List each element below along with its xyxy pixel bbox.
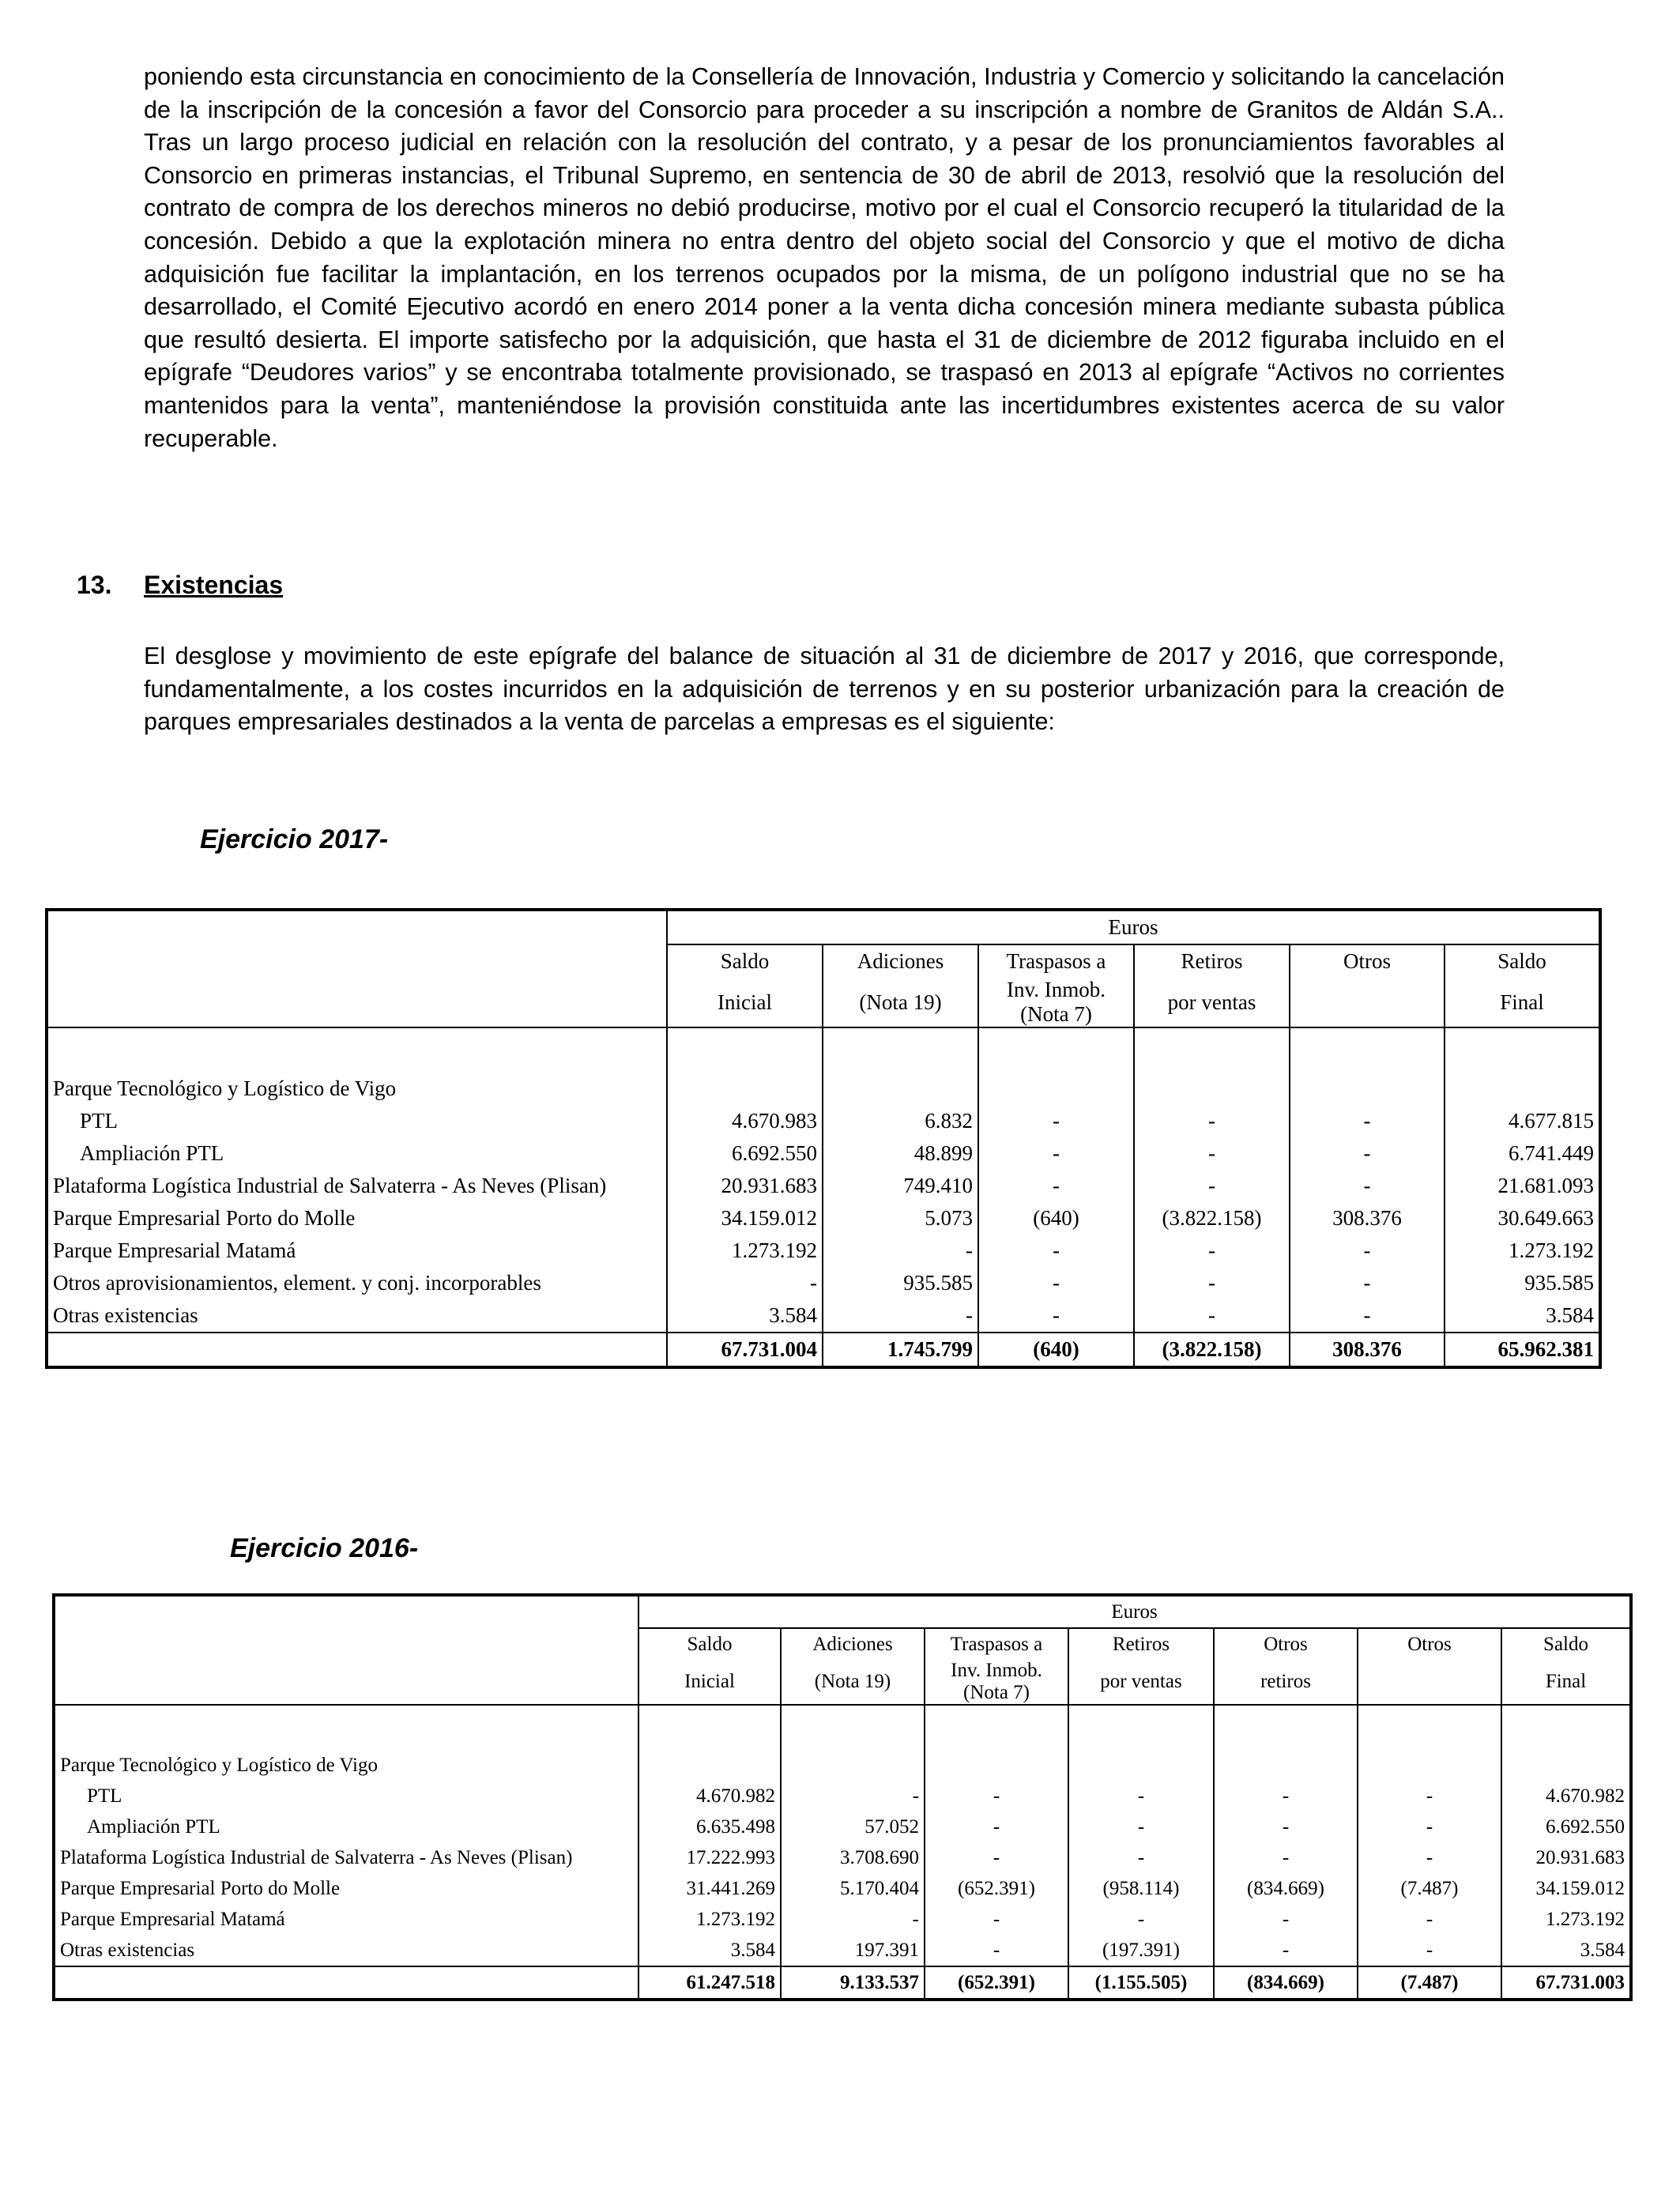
table-cell: 4.670.982 xyxy=(638,1781,781,1811)
table-cell: - xyxy=(1068,1781,1214,1811)
table-row xyxy=(54,1842,1631,1873)
body-paragraph-concession: poniendo esta circunstancia en conocimiento de la Consellería de Innovación, Industria y Comercio y solicitando la cancelación de la inscripción de la concesión a favor del Consorcio para proceder a su inscripción a nombre de Granitos de Aldán S.A.. Tras un largo proceso judicial en relación con la resolución del contrato, y a pesar de los pronunciamientos favorables al Consorcio en primeras instancias, el Tribunal Supremo, en sentencia de 30 de abril de 2013, resolvió que la resolución del contrato de compra de los derechos mineros no debió producirse, motivo por el cual el Consorcio recuperó la titularidad de la concesión. Debido a que la explotación minera no entra dentro del objeto social del Consorcio y que el motivo de dicha adquisición fue facilitar la implantación, en los terrenos ocupados por la misma, de un polígono industrial que no se ha desarrollado, el Comité Ejecutivo acordó en enero 2014 poner a la venta dicha concesión minera mediante subasta pública que resultó desierta. El importe satisfecho por la adquisición, que hasta el 31 de diciembre de 2012 figuraba incluido en el epígrafe “Deudores varios” y se encontraba totalmente provisionado, se traspasó en 2013 al epígrafe “Activos no corrientes mantenidos para la venta”, manteniéndose la provisión constituida ante las incertidumbres existentes acerca de su valor recuperable. xyxy=(144,63,1505,452)
table-cell: - xyxy=(978,1235,1134,1267)
table-row xyxy=(47,1299,1600,1333)
currency-header: Euros xyxy=(667,910,1600,944)
col-subheader: retiros xyxy=(1214,1660,1358,1705)
table-cell: - xyxy=(925,1935,1068,1966)
table-cell: - xyxy=(1068,1811,1214,1842)
table-cell: - xyxy=(823,1299,978,1333)
total-cell: 67.731.004 xyxy=(667,1333,823,1367)
total-cell: 65.962.381 xyxy=(1445,1333,1600,1367)
total-cell: (640) xyxy=(978,1333,1134,1367)
table-cell: 20.931.683 xyxy=(667,1170,823,1202)
col-subheader: Inv. Inmob. (Nota 7) xyxy=(978,978,1134,1027)
col-header: Otros xyxy=(1290,944,1445,978)
table-cell: 6.635.498 xyxy=(638,1811,781,1842)
row-label: Parque Tecnológico y Logístico de Vigo xyxy=(47,1072,667,1105)
table-cell: - xyxy=(1358,1935,1501,1966)
table-cell: (3.822.158) xyxy=(1134,1202,1290,1235)
col-header: Saldo xyxy=(667,944,823,978)
total-cell: 67.731.003 xyxy=(1501,1966,1631,2000)
table-cell: 6.741.449 xyxy=(1445,1137,1600,1170)
table-row xyxy=(47,1170,1600,1202)
col-header: Adiciones xyxy=(781,1628,925,1660)
col-header: Retiros xyxy=(1068,1628,1214,1660)
table-cell: 1.273.192 xyxy=(1445,1235,1600,1267)
table-cell: - xyxy=(1134,1170,1290,1202)
table-cell: - xyxy=(1358,1842,1501,1873)
table-cell: - xyxy=(978,1267,1134,1299)
table-row xyxy=(54,1873,1631,1904)
subtitle-2017: Ejercicio 2017- xyxy=(200,824,389,854)
section-heading xyxy=(77,571,283,600)
table-cell: 5.170.404 xyxy=(781,1873,925,1904)
table-cell: - xyxy=(1214,1904,1358,1935)
table-cell: - xyxy=(978,1137,1134,1170)
col-subheader: Final xyxy=(1445,978,1600,1027)
table-cell: 3.584 xyxy=(1501,1935,1631,1966)
row-label: Plataforma Logística Industrial de Salvaterra - As Neves (Plisan) xyxy=(47,1170,667,1202)
col-header: Saldo xyxy=(638,1628,781,1660)
table-cell: (640) xyxy=(978,1202,1134,1235)
row-label: Plataforma Logística Industrial de Salvaterra - As Neves (Plisan) xyxy=(54,1842,638,1873)
table-cell: 4.670.982 xyxy=(1501,1781,1631,1811)
table-cell: - xyxy=(1290,1235,1445,1267)
table-cell: 34.159.012 xyxy=(1501,1873,1631,1904)
table-cell: - xyxy=(823,1235,978,1267)
table-cell: - xyxy=(1068,1904,1214,1935)
table-cell: (197.391) xyxy=(1068,1935,1214,1966)
col-header: Saldo xyxy=(1445,944,1600,978)
col-subheader xyxy=(1290,978,1445,1027)
table-cell: 3.584 xyxy=(667,1299,823,1333)
col-subheader: por ventas xyxy=(1068,1660,1214,1705)
table-cell: - xyxy=(1290,1137,1445,1170)
row-label: Parque Tecnológico y Logístico de Vigo xyxy=(54,1750,638,1781)
table-cell: 6.692.550 xyxy=(667,1137,823,1170)
table-cell: (834.669) xyxy=(1214,1873,1358,1904)
table-cell: 1.273.192 xyxy=(1501,1904,1631,1935)
total-row xyxy=(54,1966,1631,2000)
total-row xyxy=(47,1333,1600,1367)
total-cell: (834.669) xyxy=(1214,1966,1358,2000)
table-cell: 3.708.690 xyxy=(781,1842,925,1873)
table-cell: - xyxy=(1358,1904,1501,1935)
table-2017 xyxy=(45,908,1602,1369)
table-cell: - xyxy=(1214,1842,1358,1873)
col-header: Saldo xyxy=(1501,1628,1631,1660)
table-cell: (652.391) xyxy=(925,1873,1068,1904)
table-cell: 30.649.663 xyxy=(1445,1202,1600,1235)
table-cell: 4.677.815 xyxy=(1445,1105,1600,1137)
table-cell: 31.441.269 xyxy=(638,1873,781,1904)
row-label: Otras existencias xyxy=(47,1299,667,1333)
table-cell: - xyxy=(925,1781,1068,1811)
table-row xyxy=(54,1811,1631,1842)
table-cell: - xyxy=(1358,1811,1501,1842)
table-cell: (7.487) xyxy=(1358,1873,1501,1904)
total-cell: (652.391) xyxy=(925,1966,1068,2000)
table-cell: - xyxy=(1290,1267,1445,1299)
total-cell: (1.155.505) xyxy=(1068,1966,1214,2000)
table-cell: - xyxy=(1134,1105,1290,1137)
table-cell: - xyxy=(978,1170,1134,1202)
table-cell: - xyxy=(925,1842,1068,1873)
row-label: Ampliación PTL xyxy=(47,1137,667,1170)
total-cell: (7.487) xyxy=(1358,1966,1501,2000)
table-cell: - xyxy=(978,1299,1134,1333)
row-label: Otros aprovisionamientos, element. y conj. incorporables xyxy=(47,1267,667,1299)
body-paragraph-existencias: El desglose y movimiento de este epígrafe del balance de situación al 31 de diciembre de 2017 y 2016, que corresponde, fundamentalmente, a los costes incurridos en la adquisición de terrenos y en su posterior urbanización para la creación de parques empresariales destinados a la venta de parcelas a empresas es el siguiente: xyxy=(144,643,1505,736)
table-cell: - xyxy=(1290,1170,1445,1202)
table-cell: 1.273.192 xyxy=(638,1904,781,1935)
col-header: Adiciones xyxy=(823,944,978,978)
table-row xyxy=(47,1072,1600,1105)
table-cell: 17.222.993 xyxy=(638,1842,781,1873)
table-row xyxy=(47,1267,1600,1299)
col-subheader xyxy=(1358,1660,1501,1705)
table-2016 xyxy=(52,1593,1633,2001)
col-subheader: (Nota 19) xyxy=(781,1660,925,1705)
table-cell: 5.073 xyxy=(823,1202,978,1235)
col-header: Traspasos a xyxy=(978,944,1134,978)
table-cell: - xyxy=(781,1781,925,1811)
table-cell: - xyxy=(1290,1299,1445,1333)
table-row xyxy=(47,1202,1600,1235)
table-cell: - xyxy=(1214,1935,1358,1966)
total-cell: 61.247.518 xyxy=(638,1966,781,2000)
row-label: Otras existencias xyxy=(54,1935,638,1966)
table-cell: - xyxy=(667,1267,823,1299)
table-cell: 21.681.093 xyxy=(1445,1170,1600,1202)
section-number: 13. xyxy=(77,571,112,599)
table-cell: 4.670.983 xyxy=(667,1105,823,1137)
table-cell: - xyxy=(1290,1105,1445,1137)
row-label: Parque Empresarial Matamá xyxy=(47,1235,667,1267)
table-cell: - xyxy=(1134,1299,1290,1333)
col-subheader: Inicial xyxy=(638,1660,781,1705)
table-cell: (958.114) xyxy=(1068,1873,1214,1904)
table-row xyxy=(54,1935,1631,1966)
currency-header: Euros xyxy=(638,1595,1631,1628)
col-subheader: (Nota 19) xyxy=(823,978,978,1027)
table-row xyxy=(47,1137,1600,1170)
col-header: Retiros xyxy=(1134,944,1290,978)
col-subheader: por ventas xyxy=(1134,978,1290,1027)
table-cell: - xyxy=(1214,1811,1358,1842)
row-label: Parque Empresarial Porto do Molle xyxy=(54,1873,638,1904)
total-cell: 308.376 xyxy=(1290,1333,1445,1367)
table-cell: - xyxy=(781,1904,925,1935)
table-cell: 935.585 xyxy=(823,1267,978,1299)
table-cell: - xyxy=(1134,1235,1290,1267)
table-cell: 749.410 xyxy=(823,1170,978,1202)
table-cell: 3.584 xyxy=(1445,1299,1600,1333)
table-cell: 48.899 xyxy=(823,1137,978,1170)
table-cell: 935.585 xyxy=(1445,1267,1600,1299)
row-label: Ampliación PTL xyxy=(54,1811,638,1842)
row-label: PTL xyxy=(54,1781,638,1811)
total-cell: 1.745.799 xyxy=(823,1333,978,1367)
table-cell: - xyxy=(1358,1781,1501,1811)
table-cell: 57.052 xyxy=(781,1811,925,1842)
row-label: Parque Empresarial Matamá xyxy=(54,1904,638,1935)
table-row xyxy=(47,1235,1600,1267)
row-label: Parque Empresarial Porto do Molle xyxy=(47,1202,667,1235)
table-corner xyxy=(54,1595,638,1705)
col-header: Traspasos a xyxy=(925,1628,1068,1660)
subtitle-2016: Ejercicio 2016- xyxy=(230,1533,419,1563)
col-header: Otros xyxy=(1214,1628,1358,1660)
table-cell: - xyxy=(925,1904,1068,1935)
table-cell: 20.931.683 xyxy=(1501,1842,1631,1873)
table-cell: - xyxy=(1214,1781,1358,1811)
table-cell: - xyxy=(925,1811,1068,1842)
table-row xyxy=(54,1750,1631,1781)
col-subheader: Inv. Inmob. (Nota 7) xyxy=(925,1660,1068,1705)
section-title: Existencias xyxy=(144,571,284,599)
table-cell: 6.692.550 xyxy=(1501,1811,1631,1842)
table-cell: 308.376 xyxy=(1290,1202,1445,1235)
table-cell: - xyxy=(1068,1842,1214,1873)
col-subheader: Inicial xyxy=(667,978,823,1027)
table-cell: 6.832 xyxy=(823,1105,978,1137)
table-cell: 197.391 xyxy=(781,1935,925,1966)
col-header: Otros xyxy=(1358,1628,1501,1660)
table-cell: 3.584 xyxy=(638,1935,781,1966)
table-row xyxy=(47,1105,1600,1137)
table-cell: - xyxy=(1134,1137,1290,1170)
table-row xyxy=(54,1904,1631,1935)
col-subheader: Final xyxy=(1501,1660,1631,1705)
table-corner xyxy=(47,910,667,1027)
table-cell: 34.159.012 xyxy=(667,1202,823,1235)
table-cell: 1.273.192 xyxy=(667,1235,823,1267)
total-cell: 9.133.537 xyxy=(781,1966,925,2000)
table-cell: - xyxy=(978,1105,1134,1137)
row-label: PTL xyxy=(47,1105,667,1137)
table-cell: - xyxy=(1134,1267,1290,1299)
table-row xyxy=(54,1781,1631,1811)
total-cell: (3.822.158) xyxy=(1134,1333,1290,1367)
